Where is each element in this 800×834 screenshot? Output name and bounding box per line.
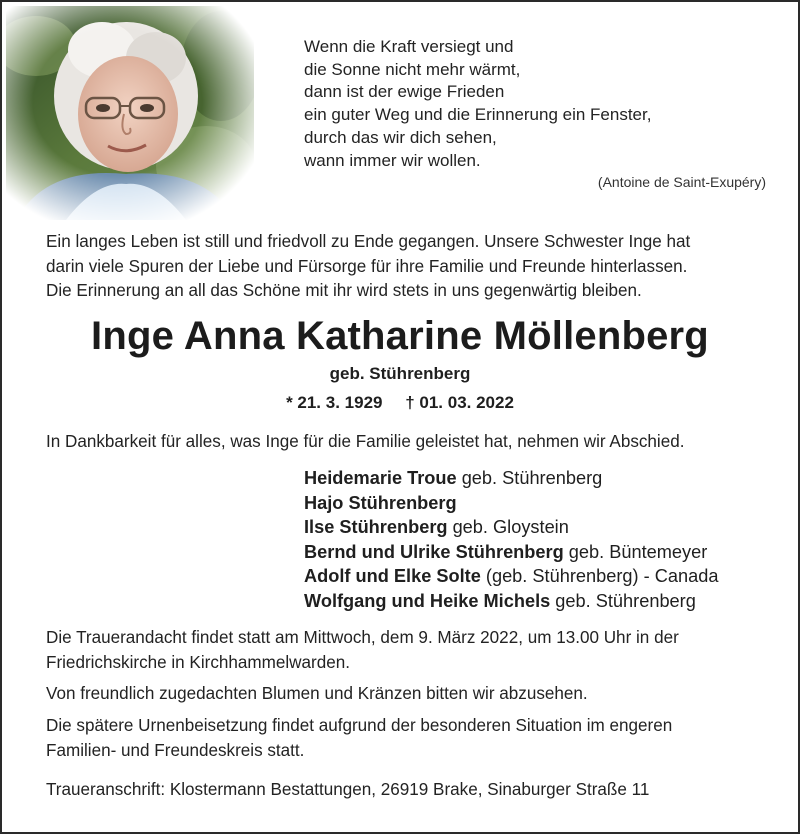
address-line: Traueranschrift: Klostermann Bestattungen, 26919 Brake, Sinaburger Straße 11 xyxy=(46,780,650,799)
mourner-name: Wolfgang und Heike Michels xyxy=(304,590,551,611)
intro-line: darin viele Spuren der Liebe und Fürsorge für ihre Familie und Freunde hinterlassen. xyxy=(46,256,688,276)
burial-line: Die spätere Urnenbeisetzung findet aufgrund der besonderen Situation im engeren xyxy=(46,716,673,735)
mourner-row xyxy=(304,491,718,516)
mourner-name: Hajo Stührenberg xyxy=(304,492,457,513)
poem-line: die Sonne nicht mehr wärmt, xyxy=(304,59,521,79)
poem-line: wann immer wir wollen. xyxy=(304,150,481,170)
mourner-row xyxy=(304,564,718,589)
service-info xyxy=(46,626,679,675)
birth-name: geb. Stührenberg xyxy=(329,364,471,383)
deceased-name: Inge Anna Katharine Möllenberg xyxy=(91,314,709,358)
poem-line: durch das wir dich sehen, xyxy=(304,127,497,147)
mourner-name: Ilse Stührenberg xyxy=(304,517,448,538)
mourner-note: geb. Stührenberg xyxy=(456,468,603,488)
intro-text xyxy=(46,230,690,304)
flowers-line: Von freundlich zugedachten Blumen und Kränzen bitten wir abzusehen. xyxy=(46,684,588,703)
birth-date: * 21. 3. 1929 xyxy=(286,393,383,412)
mourner-note: (geb. Stührenberg) - Canada xyxy=(480,566,719,587)
death-date: † 01. 03. 2022 xyxy=(405,393,514,412)
intro-line: Die Erinnerung an all das Schöne mit ihr wird stets in uns gegenwärtig bleiben. xyxy=(46,281,642,301)
service-line: Friedrichskirche in Kirchhammelwarden. xyxy=(46,652,350,672)
portrait-photo xyxy=(6,6,254,220)
poem-line: dann ist der ewige Frieden xyxy=(304,82,505,102)
intro-line: Ein langes Leben ist still und friedvoll zu Ende gegangen. Unsere Schwester Inge hat xyxy=(46,232,691,251)
mourner-name: Adolf und Elke Solte xyxy=(304,566,481,587)
poem-author: (Antoine de Saint-Exupéry) xyxy=(597,174,766,190)
mourner-row xyxy=(304,515,718,540)
life-dates xyxy=(2,393,798,413)
mourner-note: geb. Stührenberg xyxy=(550,590,696,611)
mourner-name: Heidemarie Troue xyxy=(304,468,457,488)
flowers-note xyxy=(46,682,588,707)
mourners-list xyxy=(304,466,718,614)
poem-line: Wenn die Kraft versiegt und xyxy=(304,37,514,56)
mourner-row xyxy=(304,466,718,491)
mourner-row xyxy=(304,589,718,614)
mourner-row xyxy=(304,540,718,565)
poem xyxy=(304,36,651,172)
farewell-statement: In Dankbarkeit für alles, was Inge für die Familie geleistet hat, nehmen wir Abschied. xyxy=(46,432,685,451)
mourner-name: Bernd und Ulrike Stührenberg xyxy=(304,541,564,562)
mourner-note: geb. Gloystein xyxy=(447,517,569,538)
portrait-image xyxy=(6,6,254,220)
burial-info xyxy=(46,714,672,763)
poem-line: ein guter Weg und die Erinnerung ein Fenster, xyxy=(304,105,652,125)
mourning-address xyxy=(46,778,649,803)
service-line: Die Trauerandacht findet statt am Mittwoch, dem 9. März 2022, um 13.00 Uhr in der xyxy=(46,628,679,647)
mourner-note: geb. Büntemeyer xyxy=(563,541,708,562)
burial-line: Familien- und Freundeskreis statt. xyxy=(46,740,305,760)
